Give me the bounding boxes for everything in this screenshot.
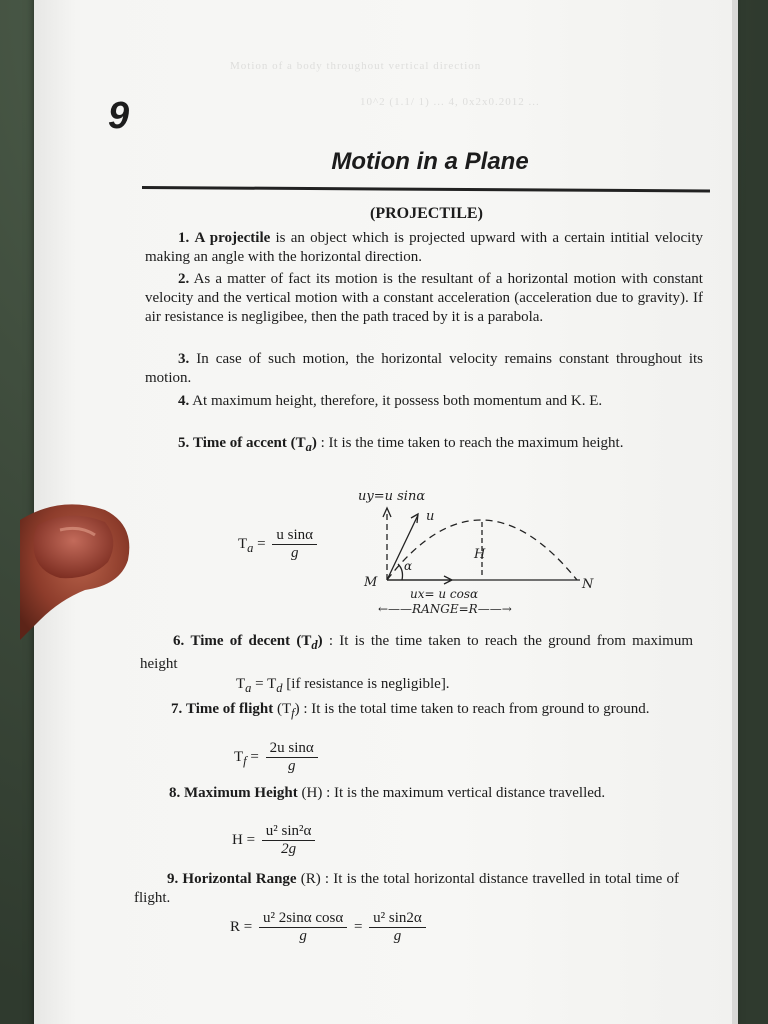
range-label: ←——RANGE=R——→: [378, 602, 512, 616]
equals: =: [253, 535, 266, 552]
u-label: u: [426, 509, 435, 524]
point-2: [145, 270, 703, 327]
formula-ta: [238, 527, 320, 562]
point-lead-end: ): [317, 633, 323, 649]
point-text: As a matter of fact its motion is the resultant of a horizontal motion with constant velocity and the vertical motion with a constant acceleration (acceleration due to gravity). If air resistance is negligibee, then the path traced by it is a parabola.: [145, 271, 703, 325]
height-label: H: [474, 547, 486, 562]
formula-ta-td: [236, 676, 450, 696]
show-through-text: Motion of a body throughout vertical direction: [230, 60, 482, 72]
point-text: is an object which is projected upward with a certain intitial velocity making an angle with the horizontal direction.: [145, 230, 704, 265]
denominator: g: [287, 758, 296, 774]
formula-lhs: H =: [232, 831, 256, 848]
subscript: f: [243, 753, 247, 768]
point-lead: Time of accent (T: [193, 435, 306, 451]
point-3: [145, 350, 703, 388]
formula-lhs: T: [236, 676, 246, 692]
point-text: : It is the time taken to reach the ground from maximum height: [140, 633, 694, 672]
point-text: (H) : It is the maximum vertical distance travelled.: [297, 785, 606, 801]
fraction: [262, 823, 316, 858]
numerator: u² sin²α: [262, 823, 316, 841]
subscript: a: [247, 540, 254, 555]
point-number: 9.: [167, 871, 179, 887]
chapter-title: Motion in a Plane: [331, 148, 529, 175]
point-text: At maximum height, therefore, it possess both momentum and K. E.: [192, 393, 603, 409]
point-lead-end: ): [311, 435, 317, 451]
projectile-diagram: [340, 480, 600, 620]
point-lead: Time of flight: [186, 701, 274, 717]
velocity-vector: [387, 515, 418, 580]
formula-tf: [234, 740, 321, 775]
point-8: [136, 784, 684, 803]
point-number: 2.: [178, 271, 190, 287]
subscript: f: [291, 706, 295, 720]
numerator: u² 2sinα cosα: [259, 910, 347, 928]
fraction: [369, 910, 426, 945]
point-6: [140, 632, 693, 674]
point-lead: A projectile: [194, 230, 271, 246]
point-text: : It is the time taken to reach the maximum height.: [316, 435, 624, 451]
equals: =: [353, 918, 363, 935]
thumb: [20, 500, 135, 640]
point-number: 3.: [178, 351, 190, 367]
ux-label: ux= u cosα: [410, 587, 479, 601]
formula-lhs: R =: [230, 918, 253, 935]
point-number: 5.: [178, 435, 190, 451]
alpha-label: α: [404, 559, 413, 573]
horizontal-vector: [387, 576, 452, 584]
chapter-number: 9: [108, 95, 130, 137]
point-number: 1.: [178, 230, 190, 246]
point-7: [138, 700, 688, 723]
equals: =: [246, 748, 259, 765]
numerator: 2u sinα: [266, 740, 318, 758]
uy-label: uy=u sinα: [358, 489, 426, 504]
point-5: [145, 434, 703, 457]
point-9: [134, 870, 679, 908]
point-text-pre: (T: [273, 701, 292, 717]
formula-lhs: T: [238, 535, 248, 552]
point-lead: Maximum Height: [184, 785, 298, 801]
point-1: [145, 229, 703, 267]
fraction: [272, 527, 317, 562]
formula-r: [230, 910, 429, 945]
point-number: 7.: [171, 701, 183, 717]
point-text: (R) : It is the total horizontal distance travelled in total time of flight.: [134, 871, 679, 906]
denominator: g: [290, 545, 299, 561]
denominator: g: [393, 928, 402, 944]
point-number: 6.: [173, 633, 185, 649]
subscript: d: [276, 681, 283, 695]
point-4: [145, 392, 703, 411]
fraction: [266, 740, 318, 775]
denominator: 2g: [281, 841, 297, 857]
point-lead: Time of decent (T: [190, 633, 312, 649]
page-edge: [732, 0, 738, 1024]
n-label: N: [582, 577, 594, 592]
point-lead: Horizontal Range: [182, 871, 297, 887]
formula-note: [if resistance is negligible].: [282, 676, 450, 692]
point-text: In case of such motion, the horizontal velocity remains constant throughout its motion.: [145, 351, 704, 386]
m-label: M: [364, 575, 378, 590]
subscript: d: [311, 638, 318, 652]
show-through-text: 10^2 (1.1/ 1) ... 4, 0x2x0.2012 ...: [360, 96, 540, 108]
denominator: g: [299, 928, 307, 944]
point-number: 8.: [169, 785, 181, 801]
subscript: a: [245, 681, 252, 695]
equals: = T: [251, 676, 277, 692]
numerator: u sinα: [272, 527, 317, 545]
formula-h: [232, 823, 318, 858]
fraction: [259, 910, 347, 945]
point-number: 4.: [178, 393, 190, 409]
section-subtitle: (PROJECTILE): [370, 205, 483, 222]
numerator: u² sin2α: [369, 910, 426, 928]
formula-lhs: T: [234, 748, 244, 765]
subscript: a: [305, 440, 312, 454]
point-text: ) : It is the total time taken to reach from ground to ground.: [294, 701, 650, 717]
